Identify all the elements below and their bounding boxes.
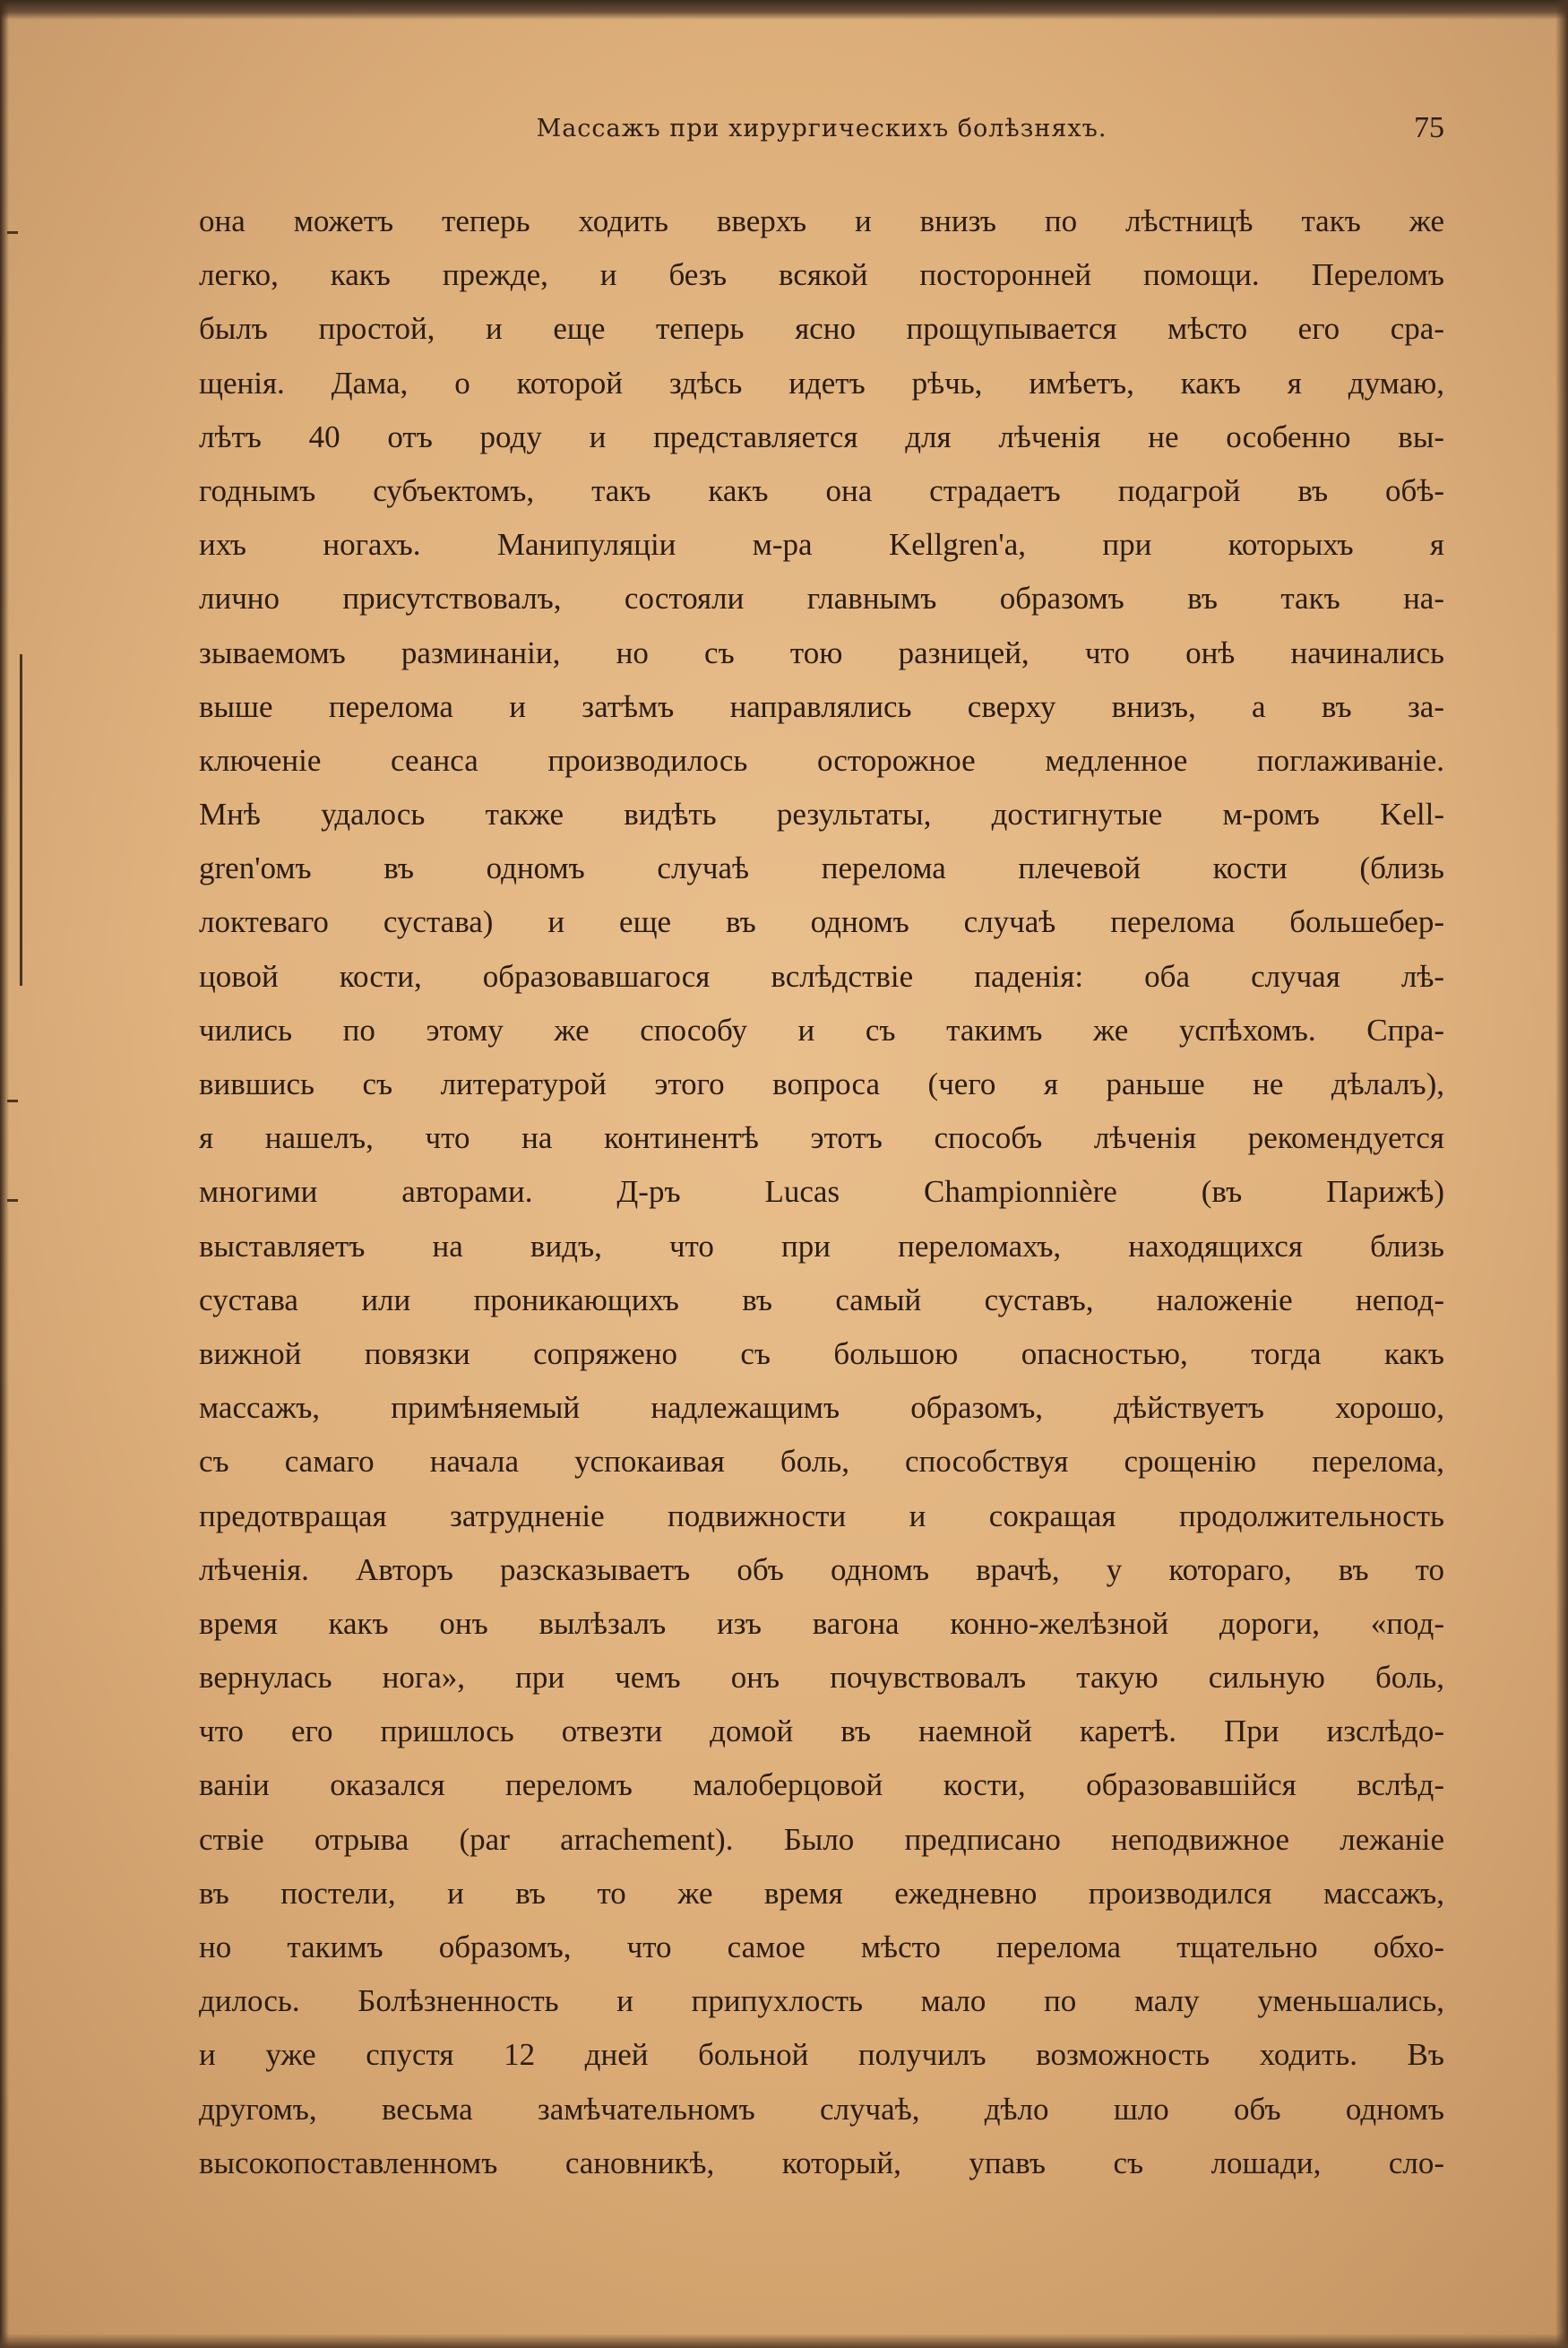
- text-line: ключеніе сеанса производилось осторожное медленное поглаживаніе.: [199, 742, 1444, 778]
- text-line: она можетъ теперь ходить вверхъ и внизъ по лѣстницѣ такъ же: [199, 203, 1444, 238]
- text-line: многими авторами. Д-ръ Lucas Championnière (въ Парижѣ): [199, 1174, 1444, 1210]
- text-line: въ постели, и въ то же время ежедневно производился массажъ,: [199, 1875, 1444, 1911]
- text-line: легко, какъ прежде, и безъ всякой посторонней помощи. Переломъ: [199, 257, 1444, 293]
- text-line: время какъ онъ вылѣзалъ изъ вагона конно-желѣзной дороги, «под-: [199, 1605, 1444, 1641]
- text-line: зываемомъ разминаніи, но съ тою разницей, что онѣ начинались: [199, 634, 1444, 670]
- text-line: ствіе отрыва (par arrachement). Было предписано неподвижное лежаніе: [199, 1821, 1444, 1857]
- text-line: gren'омъ въ одномъ случаѣ перелома плечевой кости (близь: [199, 850, 1444, 886]
- text-line: лѣтъ 40 отъ роду и представляется для лѣченія не особенно вы-: [199, 419, 1444, 454]
- page-edge-left: [0, 0, 9, 2348]
- text-line: выше перелома и затѣмъ направлялись сверху внизъ, а въ за-: [199, 688, 1444, 724]
- text-line: предотвращая затрудненіе подвижности и сокращая продолжительность: [199, 1498, 1444, 1533]
- margin-bracket-mark: [20, 654, 22, 986]
- text-line: цовой кости, образовавшагося вслѣдствіе паденія: оба случая лѣ-: [199, 958, 1444, 994]
- text-line: локтеваго сустава) и еще въ одномъ случаѣ перелома большебер-: [199, 904, 1444, 940]
- page-edge-right: [1555, 0, 1568, 2348]
- text-line: и уже спустя 12 дней больной получилъ возможность ходить. Въ: [199, 2037, 1444, 2073]
- text-line: вернулась нога», при чемъ онъ почувствовалъ такую сильную боль,: [199, 1660, 1444, 1696]
- page-edge-top: [0, 0, 1568, 20]
- margin-tick-mark: [7, 231, 18, 234]
- margin-tick-mark: [7, 1199, 18, 1202]
- text-line: лично присутствовалъ, состояли главнымъ образомъ въ такъ на-: [199, 581, 1444, 617]
- text-line: вившись съ литературой этого вопроса (чего я раньше не дѣлалъ),: [199, 1066, 1444, 1101]
- text-line: ваніи оказался переломъ малоберцовой кости, образовавшійся вслѣд-: [199, 1767, 1444, 1803]
- margin-tick-mark: [7, 1100, 18, 1102]
- running-title: Массажъ при хирургическихъ болѣзняхъ.: [536, 115, 1107, 142]
- page-edge-bottom: [0, 2334, 1568, 2348]
- text-line: ихъ ногахъ. Манипуляціи м-ра Kellgren'а, при которыхъ я: [199, 527, 1444, 563]
- text-line: массажъ, примѣняемый надлежащимъ образомъ, дѣйствуетъ хорошо,: [199, 1390, 1444, 1426]
- text-line: высокопоставленномъ сановникѣ, который, упавъ съ лошади, сло-: [199, 2145, 1444, 2180]
- text-line: съ самаго начала успокаивая боль, способствуя срощенію перелома,: [199, 1444, 1444, 1480]
- text-line: но такимъ образомъ, что самое мѣсто перелома тщательно обхо-: [199, 1929, 1444, 1964]
- body-text: [199, 194, 1444, 2190]
- text-line: былъ простой, и еще теперь ясно прощупывается мѣсто его сра-: [199, 311, 1444, 347]
- page-number: 75: [1414, 111, 1444, 144]
- text-line: сустава или проникающихъ въ самый суставъ, наложеніе непод-: [199, 1282, 1444, 1317]
- text-line: чились по этому же способу и съ такимъ же успѣхомъ. Спра-: [199, 1012, 1444, 1048]
- running-head: [199, 111, 1444, 151]
- text-line: лѣченія. Авторъ разсказываетъ объ одномъ врачѣ, у котораго, въ то: [199, 1551, 1444, 1587]
- text-line: что его пришлось отвезти домой въ наемной каретѣ. При изслѣдо-: [199, 1714, 1444, 1749]
- text-line: выставляетъ на видъ, что при переломахъ, находящихся близь: [199, 1228, 1444, 1264]
- text-line: я нашелъ, что на континентѣ этотъ способъ лѣченія рекомендуется: [199, 1120, 1444, 1156]
- text-line: щенія. Дама, о которой здѣсь идетъ рѣчь, имѣетъ, какъ я думаю,: [199, 365, 1444, 401]
- text-line: вижной повязки сопряжено съ большою опасностью, тогда какъ: [199, 1335, 1444, 1371]
- text-line: годнымъ субъектомъ, такъ какъ она страдаетъ подагрой въ обѣ-: [199, 472, 1444, 508]
- text-line: Мнѣ удалось также видѣть результаты, достигнутые м-ромъ Kell-: [199, 797, 1444, 833]
- text-line: дилось. Болѣзненность и припухлость мало по малу уменьшались,: [199, 1983, 1444, 2019]
- text-line: другомъ, весьма замѣчательномъ случаѣ, дѣло шло объ одномъ: [199, 2091, 1444, 2127]
